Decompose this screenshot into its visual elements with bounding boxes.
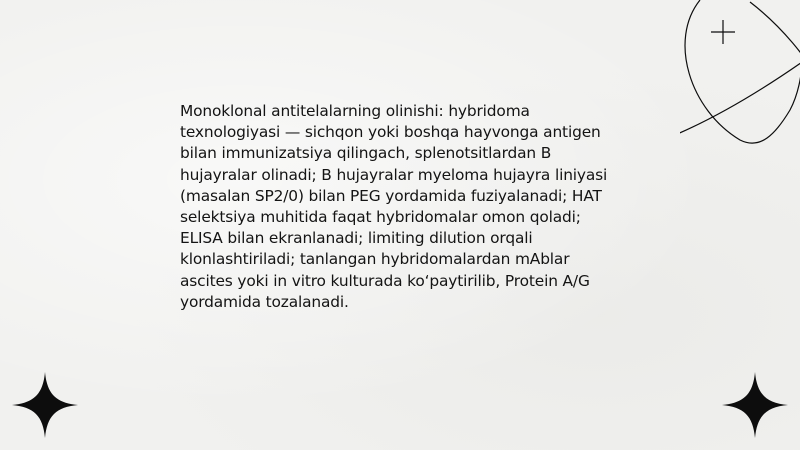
sparkle-star-right-icon <box>720 370 790 440</box>
orbit-lines-icon <box>680 0 800 150</box>
sparkle-small-icon <box>711 20 735 44</box>
slide-body-text: Monoklonal antitelalarning olinishi: hybridoma texnologiyasi — sichqon yoki boshqa hayvonga antigen bilan immunizatsiya qilingach, splenotsitlardan B hujayralar olinadi; B hujayralar myeloma hujayra liniyasi (masalan SP2/0) bilan PEG yordamida fuziyalanadi; HAT selektsiya muhitida faqat hybridomalar omon qoladi; ELISA bilan ekranlanadi; limiting dilution orqali klonlashtiriladi; tanlangan hybridomalardan mAblar ascites yoki in vitro kulturada ko‘paytirilib, Protein A/G yordamida tozalanadi. <box>180 102 608 311</box>
sparkle-star-left-icon <box>10 370 80 440</box>
